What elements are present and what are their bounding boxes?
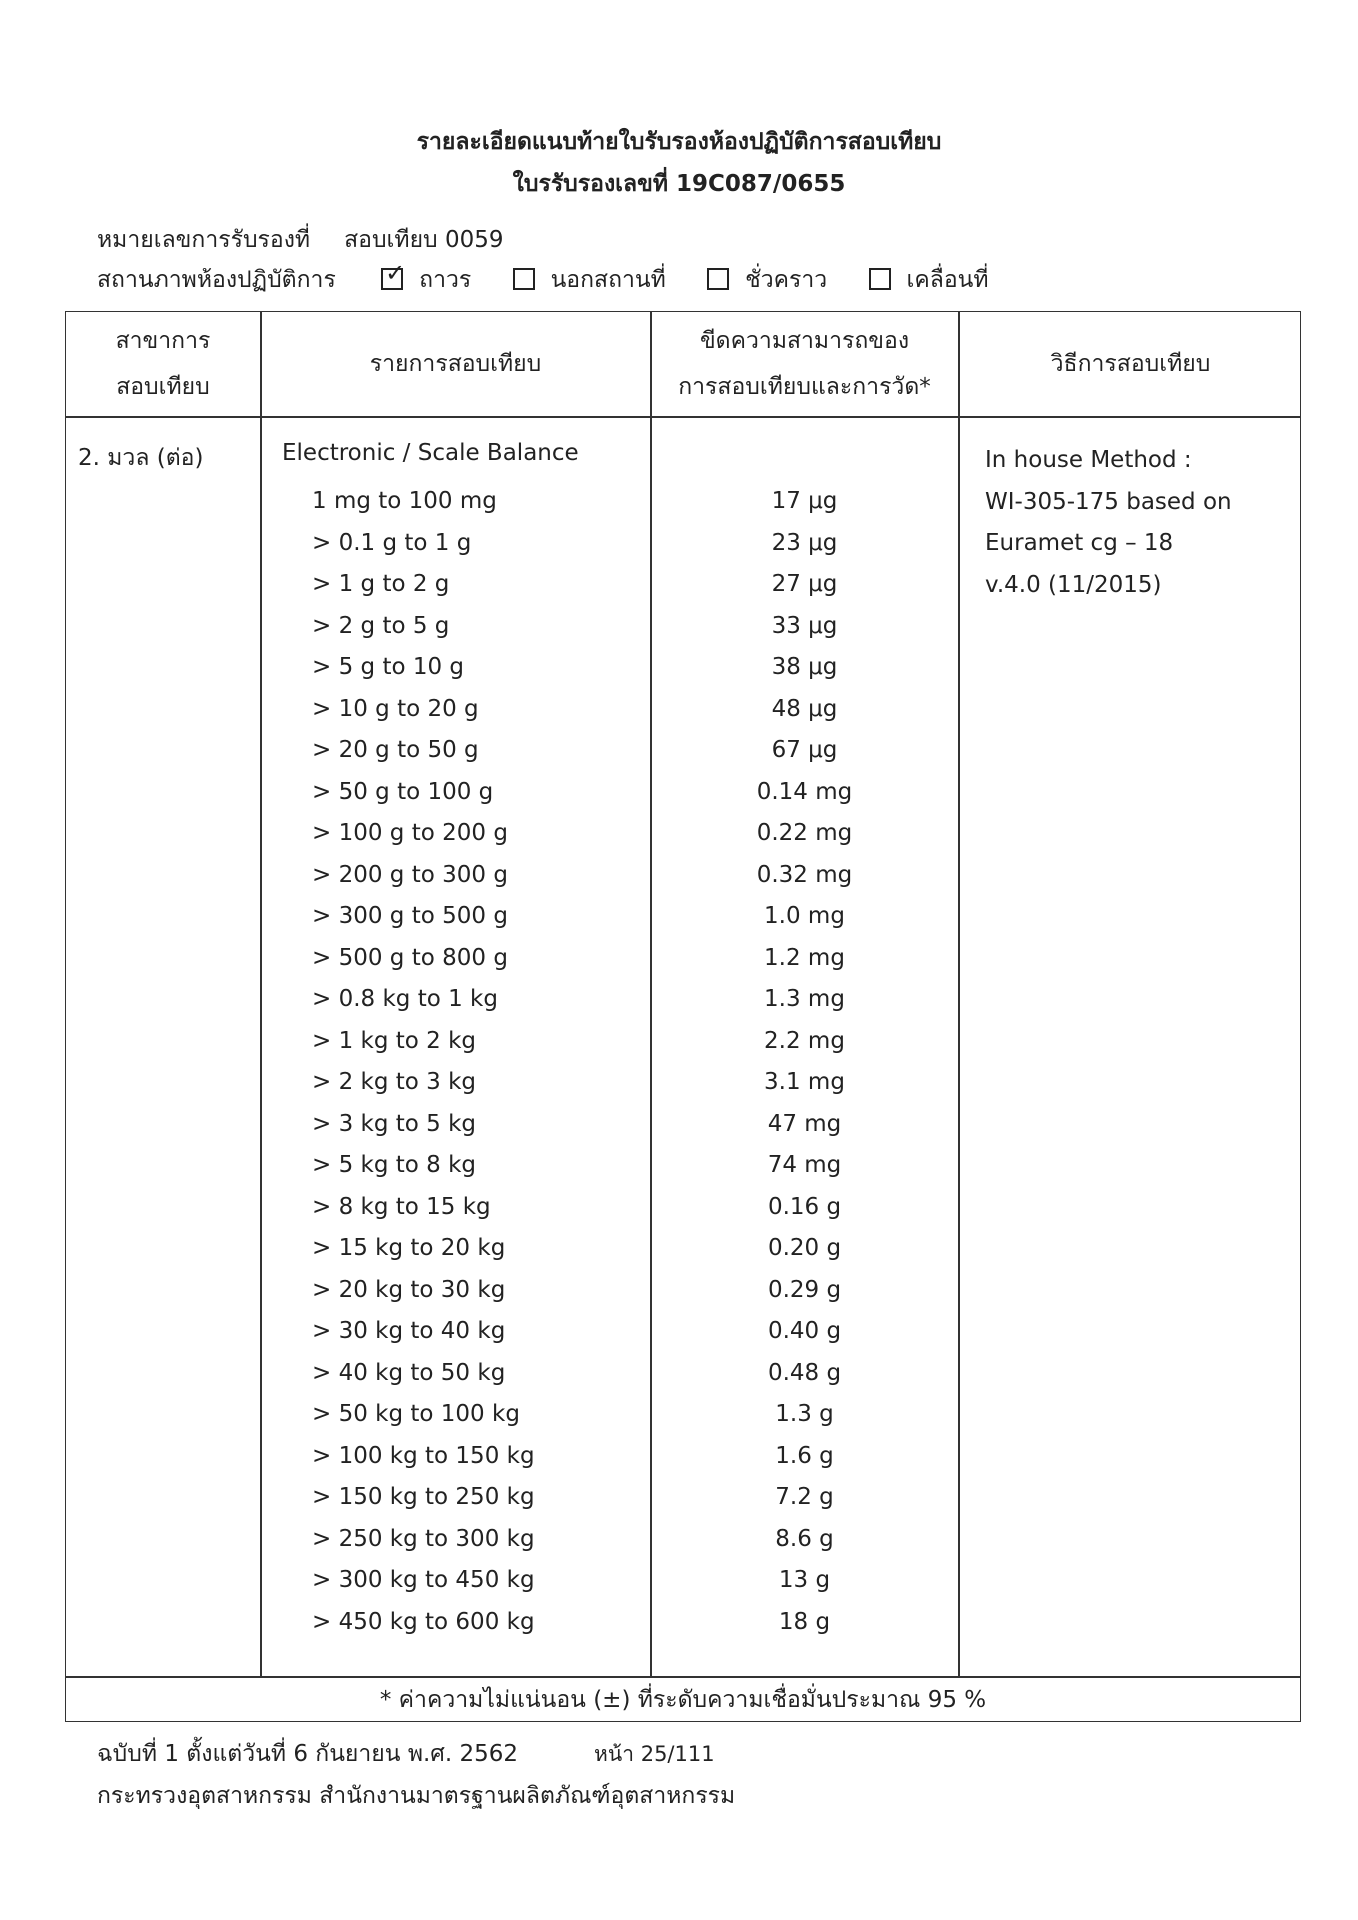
header-divider (66, 416, 1300, 418)
capability-value: 18 g (778, 1608, 831, 1635)
header-branch: สาขาการ สอบเทียบ (115, 328, 211, 400)
capability-value: 1.3 g (775, 1401, 834, 1427)
header-capability: ขีดความสามารถของ การสอบเทียบและการวัด* (678, 328, 931, 400)
range-item: > 250 kg to 300 kg (312, 1525, 535, 1552)
header-method: วิธีการสอบเทียบ (1050, 351, 1211, 377)
capability-value: 3.1 mg (764, 1069, 845, 1095)
accreditation-line (97, 222, 504, 258)
capability-value: 0.16 g (767, 1193, 842, 1220)
capability-value: 47 mg (767, 1110, 842, 1137)
capability-value: 0.29 g (767, 1276, 842, 1303)
range-item: > 300 kg to 450 kg (312, 1567, 535, 1593)
capability-value: 13 g (778, 1567, 831, 1593)
capability-value: 0.32 mg (756, 861, 853, 888)
range-item: > 5 g to 10 g (312, 654, 465, 680)
method-line: v.4.0 (11/2015) (985, 571, 1162, 598)
issue-date: ฉบับที่ 1 ตั้งแต่วันที่ 6 กันยายน พ.ศ. 2562 (97, 1741, 519, 1767)
method-line: In house Method : (985, 447, 1192, 473)
capability-value: 8.6 g (775, 1525, 834, 1552)
checkmark-icon: ✓ (385, 259, 406, 287)
instrument-title: Electronic / Scale Balance (282, 440, 579, 466)
lab-status-line (97, 259, 989, 298)
capability-value: 0.22 mg (756, 820, 853, 846)
range-item: > 200 g to 300 g (312, 861, 508, 888)
header-items: รายการสอบเทียบ (369, 351, 542, 377)
document-title: รายละเอียดแนบท้ายใบรับรองห้องปฏิบัติการสอบเทียบ (416, 129, 942, 155)
capability-value: 27 μg (771, 571, 838, 597)
range-item: > 50 g to 100 g (312, 778, 494, 805)
issue-line (97, 1736, 715, 1772)
capability-value: 7.2 g (775, 1484, 834, 1510)
capability-value: 1.2 mg (764, 944, 845, 971)
range-item: > 2 kg to 3 kg (312, 1069, 477, 1095)
status-permanent-label: ถาวร (419, 267, 472, 293)
capability-value: 48 μg (771, 695, 838, 722)
status-mobile-checkbox (869, 268, 891, 290)
status-mobile-label: เคลื่อนที่ (906, 267, 989, 293)
method-line: WI-305-175 based on (985, 488, 1232, 515)
lab-status-label: สถานภาพห้องปฏิบัติการ (97, 267, 336, 293)
column-divider (260, 312, 262, 1676)
range-item: 1 mg to 100 mg (312, 488, 497, 514)
calibration-table (65, 311, 1301, 1722)
range-item: > 15 kg to 20 kg (312, 1235, 506, 1261)
range-item: > 0.1 g to 1 g (312, 529, 472, 556)
range-item: > 0.8 kg to 1 kg (312, 986, 498, 1012)
capability-value: 38 μg (771, 654, 838, 680)
range-item: > 20 g to 50 g (312, 737, 479, 763)
capability-value: 17 μg (771, 488, 838, 514)
range-item: > 40 kg to 50 kg (312, 1359, 506, 1386)
status-permanent-checkbox (381, 259, 406, 290)
status-offsite-label: นอกสถานที่ (550, 267, 666, 293)
capability-value: 0.40 g (767, 1318, 842, 1344)
range-item: > 300 g to 500 g (312, 903, 508, 929)
range-item: > 100 g to 200 g (312, 820, 508, 846)
capability-value: 2.2 mg (764, 1027, 845, 1054)
capability-value: 1.6 g (775, 1442, 834, 1469)
capability-value: 67 μg (771, 737, 838, 763)
range-item: > 20 kg to 30 kg (312, 1276, 506, 1303)
range-item: > 150 kg to 250 kg (312, 1484, 535, 1510)
column-divider (958, 312, 960, 1676)
status-temporary-checkbox (707, 268, 729, 290)
organization-line: กระทรวงอุตสาหกรรม สำนักงานมาตรฐานผลิตภัณฑ์อุตสาหกรรม (97, 1783, 736, 1809)
accreditation-label: หมายเลขการรับรองที่ (97, 227, 311, 253)
range-item: > 3 kg to 5 kg (312, 1110, 477, 1137)
capability-value: 1.3 mg (764, 986, 845, 1012)
range-item: > 2 g to 5 g (312, 612, 450, 639)
range-item: > 1 g to 2 g (312, 571, 450, 597)
capability-value: 0.48 g (767, 1359, 842, 1386)
range-item: > 5 kg to 8 kg (312, 1152, 477, 1178)
range-item: > 100 kg to 150 kg (312, 1442, 535, 1469)
capability-value: 33 μg (771, 612, 838, 639)
range-item: > 1 kg to 2 kg (312, 1027, 477, 1054)
certificate-number: ใบรรับรองเลขที่ 19C087/0655 (512, 171, 846, 197)
range-item: > 450 kg to 600 kg (312, 1608, 535, 1635)
capability-value: 74 mg (767, 1152, 842, 1178)
range-item: > 8 kg to 15 kg (312, 1193, 491, 1220)
range-item: > 30 kg to 40 kg (312, 1318, 506, 1344)
capability-value: 0.14 mg (756, 778, 853, 805)
page-number: หน้า 25/111 (594, 1742, 715, 1766)
status-offsite-checkbox (513, 268, 535, 290)
capability-value: 23 μg (771, 529, 838, 556)
capability-value: 0.20 g (767, 1235, 842, 1261)
status-temporary-label: ชั่วคราว (745, 267, 828, 293)
range-item: > 500 g to 800 g (312, 944, 508, 971)
branch-cell: 2. มวล (ต่อ) (78, 445, 204, 471)
accreditation-value: สอบเทียบ 0059 (344, 227, 504, 253)
capability-column (651, 481, 958, 1643)
uncertainty-footnote: * ค่าความไม่แน่นอน (±) ที่ระดับความเชื่อมั่นประมาณ 95 % (379, 1687, 987, 1713)
capability-value: 1.0 mg (764, 903, 845, 929)
range-column (312, 481, 535, 1643)
method-cell (985, 440, 1232, 606)
range-item: > 50 kg to 100 kg (312, 1401, 520, 1427)
range-item: > 10 g to 20 g (312, 695, 479, 722)
method-line: Euramet cg – 18 (985, 530, 1174, 556)
